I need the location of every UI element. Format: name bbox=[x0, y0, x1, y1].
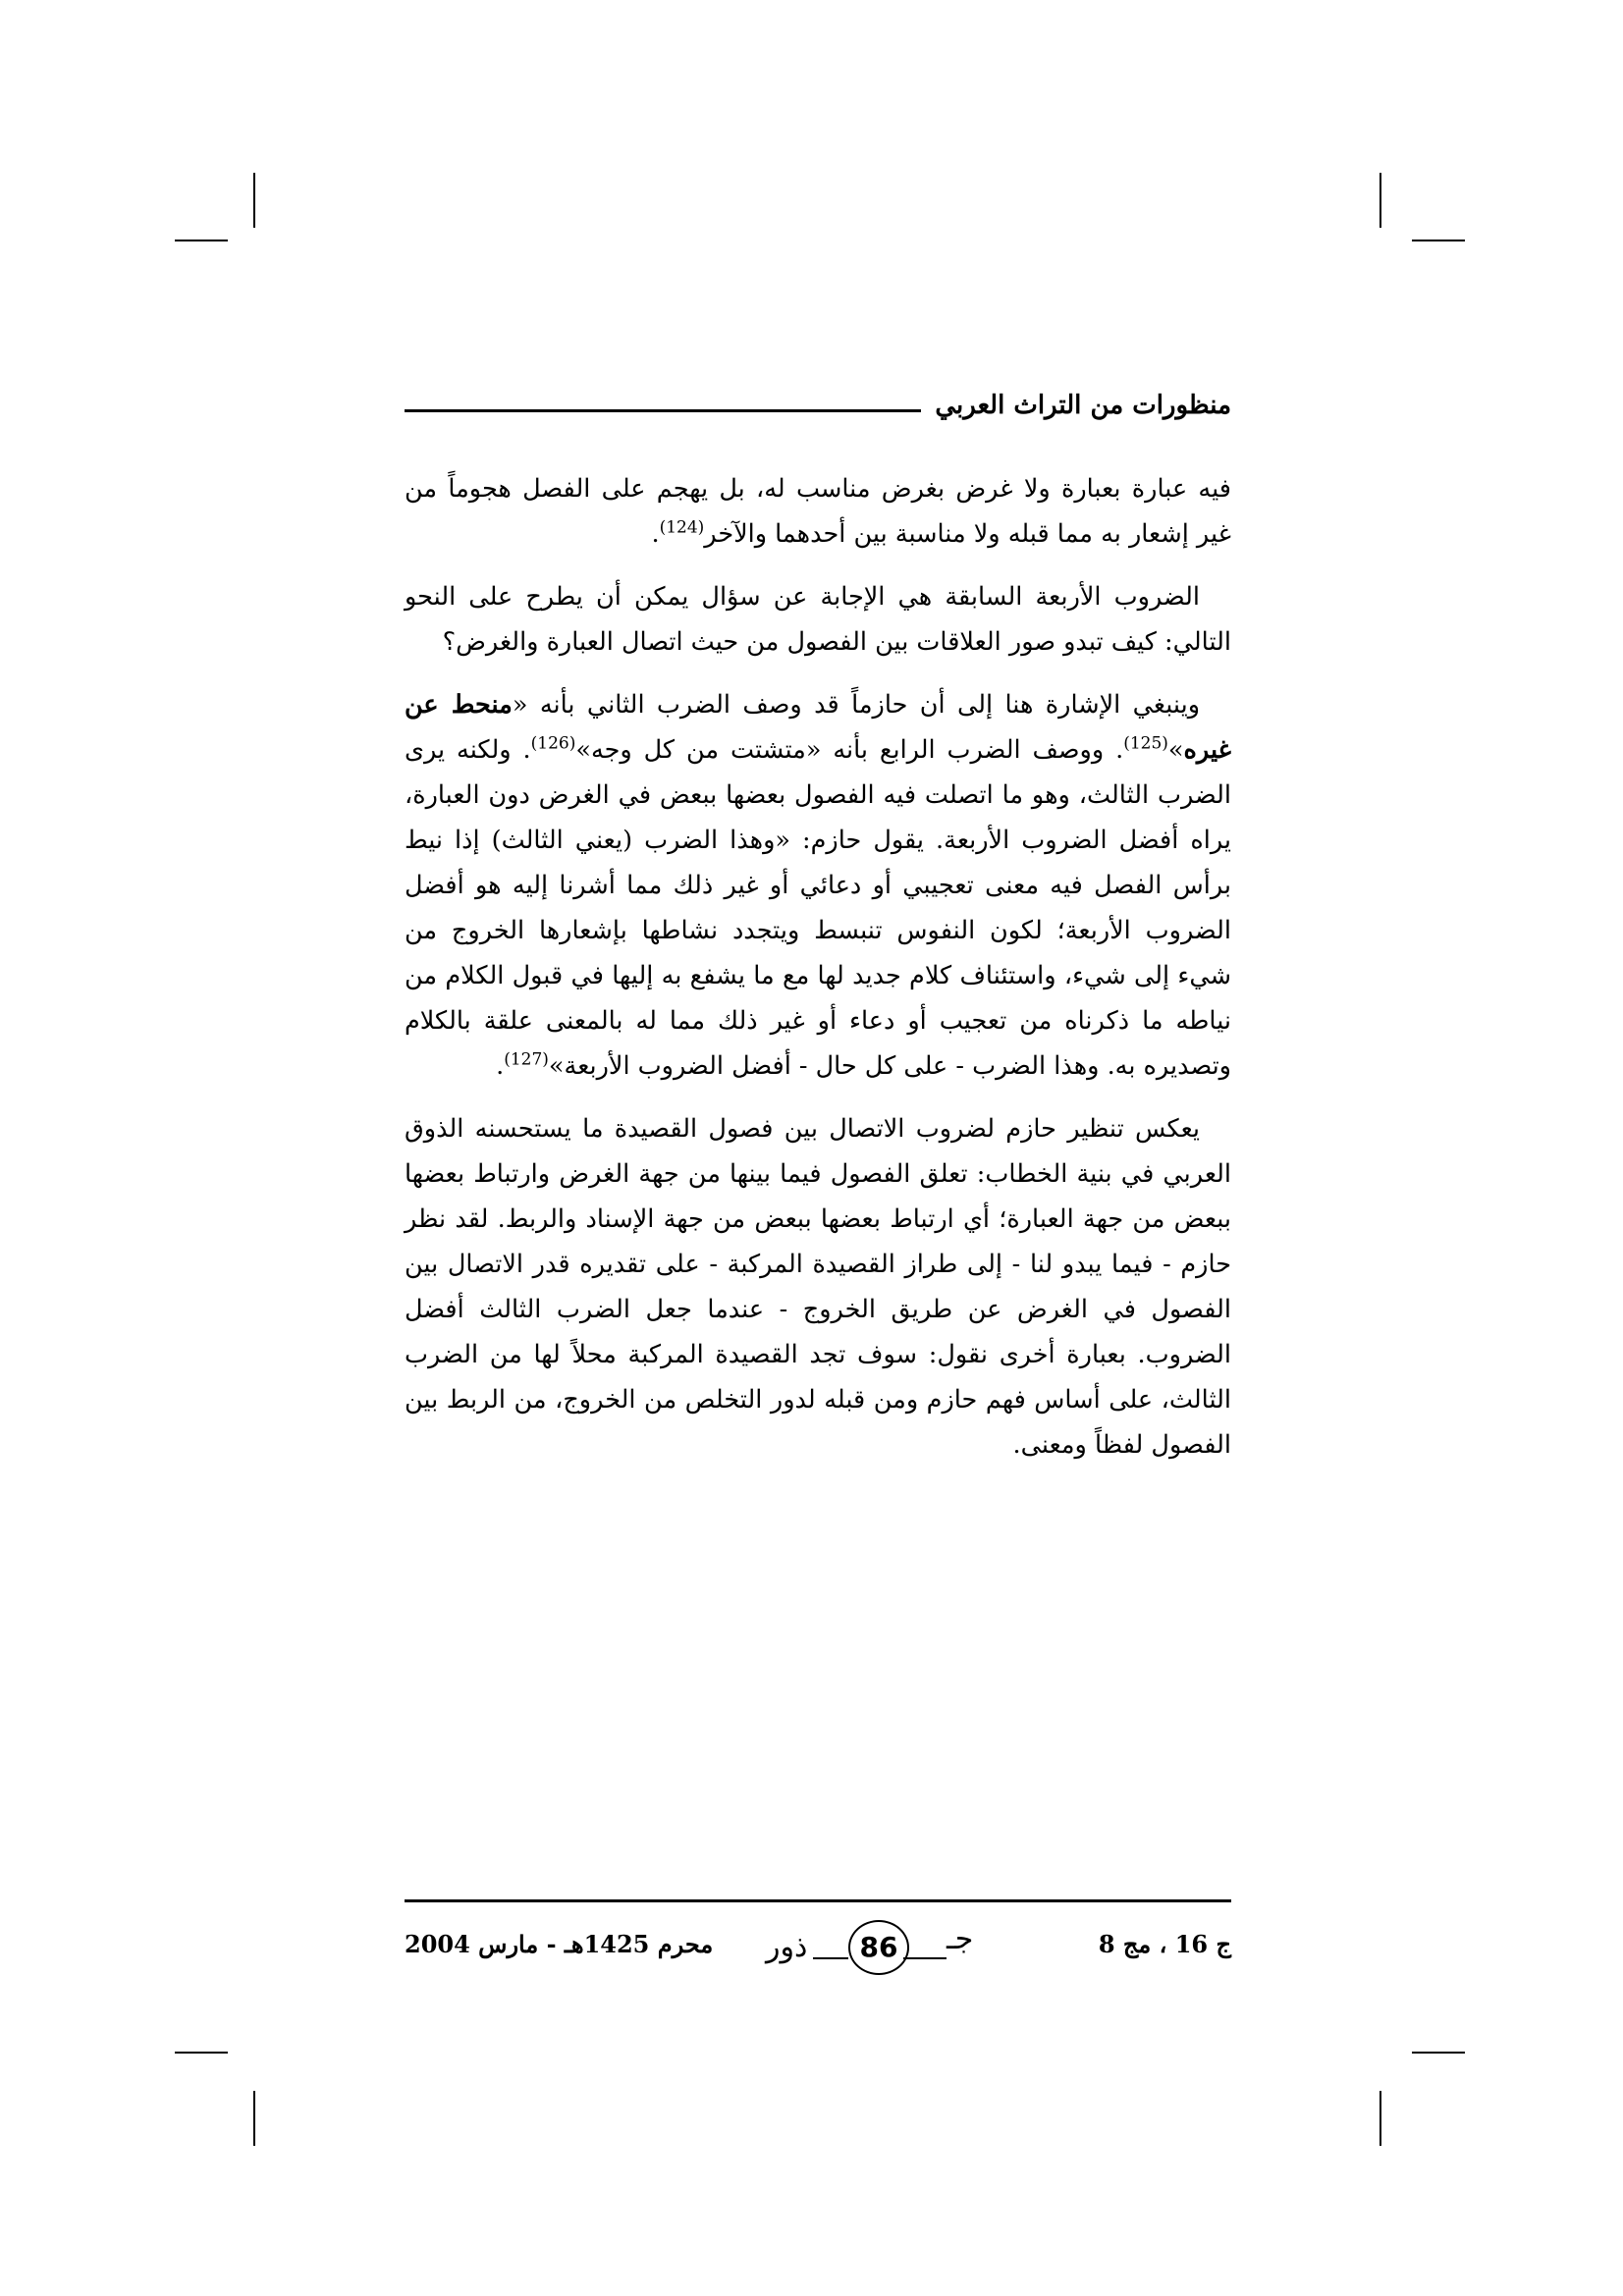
crop-mark bbox=[253, 2091, 255, 2146]
journal-logo bbox=[766, 1916, 982, 1977]
paragraph-text: فيه عبارة بعبارة ولا غرض بغرض مناسب له، بل يهجم على الفصل هجوماً من غير إشعار به مما قبله ولا مناسبة بين أحدهما والآخر bbox=[405, 474, 1231, 549]
body-text bbox=[405, 466, 1231, 1468]
crop-mark bbox=[1380, 2091, 1381, 2146]
header-title: منظورات من التراث العربي bbox=[935, 391, 1231, 420]
logo-line bbox=[903, 1957, 947, 1959]
paragraph-tail: . bbox=[651, 519, 660, 549]
journal-name: ذور bbox=[766, 1930, 808, 1964]
footnote-ref: (124) bbox=[659, 517, 705, 538]
footnote-ref: (126) bbox=[530, 733, 576, 754]
crop-mark bbox=[253, 173, 255, 228]
bold-quote: منحط عن غيره bbox=[405, 690, 1231, 765]
crop-mark bbox=[1412, 2052, 1465, 2054]
paragraph-text: الضروب الأربعة السابقة هي الإجابة عن سؤال يمكن أن يطرح على النحو التالي: كيف تبدو صور العلاقات بين الفصول من حيث اتصال العبارة والغرض؟ bbox=[405, 582, 1231, 657]
paragraph-text: . ولكنه يرى الضرب الثالث، وهو ما اتصلت فيه الفصول بعضها ببعض في الغرض دون العبارة، يراه أفضل الضروب الأربعة. يقول حازم: «وهذا الضرب (يعني الثالث) إذا نيط برأس الفصل فيه معنى تعجيبي أو دعائي أو غير ذلك مما أشرنا إليه هو أفضل الضروب الأربعة؛ لكون النفوس تنبسط ويتجدد نشاطها بإشعارها الخروج من شيء إلى شيء، واستئناف كلام جديد لها مع ما يشفع به إليها في قبول الكلام من نياطه ما ذكرناه من تعجيب أو دعاء أو غير ذلك مما له بالمعنى علقة بالكلام وتصديره به. وهذا الضرب - على كل حال - أفضل الضروب الأربعة» bbox=[405, 735, 1231, 1081]
paragraph-text: يعكس تنظير حازم لضروب الاتصال بين فصول القصيدة ما يستحسنه الذوق العربي في بنية الخطاب: تعلق الفصول فيما بينها من جهة الغرض وارتباط بعضها ببعض من جهة العبارة؛ أي ارتباط بعضها ببعض من جهة الإسناد والربط. لقد نظر حازم - فيما يبدو لنا - إلى طراز القصيدة المركبة - على تقديره قدر الاتصال بين الفصول في الغرض عن طريق الخروج - عندما جعل الضرب الثالث أفضل الضروب. بعبارة أخرى نقول: سوف تجد القصيدة المركبة محلاً لها من الضرب الثالث، على أساس فهم حازم ومن قبله لدور التخلص من الخروج، من الربط بين الفصول لفظاً ومعنى. bbox=[405, 1114, 1231, 1460]
paragraph bbox=[405, 574, 1231, 665]
crop-mark bbox=[175, 2052, 228, 2054]
crop-mark bbox=[1380, 173, 1381, 228]
footer-rule bbox=[405, 1899, 1231, 1902]
document-page bbox=[405, 378, 1231, 1485]
paragraph bbox=[405, 682, 1231, 1089]
footnote-ref: (125) bbox=[1123, 733, 1168, 754]
running-header bbox=[405, 378, 1231, 433]
footnote-ref: (127) bbox=[504, 1049, 549, 1070]
crop-mark bbox=[175, 240, 228, 241]
issue-info: ج 16 ، مج 8 bbox=[1098, 1930, 1231, 1958]
page-footer bbox=[405, 1899, 1231, 1985]
issue-date: محرم 1425هـ - مارس 2004 bbox=[405, 1930, 714, 1958]
paragraph-tail: . bbox=[496, 1051, 505, 1081]
paragraph bbox=[405, 1106, 1231, 1468]
footer-row bbox=[405, 1916, 1231, 1985]
crop-mark bbox=[1412, 240, 1465, 241]
header-rule bbox=[405, 409, 921, 412]
paragraph-text: وينبغي الإشارة هنا إلى أن حازماً قد وصف الضرب الثاني بأنه « bbox=[512, 690, 1201, 720]
paragraph bbox=[405, 466, 1231, 557]
page-number: 86 bbox=[848, 1920, 909, 1975]
logo-line bbox=[813, 1957, 848, 1959]
paragraph-text: » bbox=[1167, 735, 1184, 765]
journal-name-initial: جـ bbox=[947, 1922, 974, 1956]
paragraph-text: . ووصف الضرب الرابع بأنه «متشتت من كل وجه» bbox=[575, 735, 1124, 765]
